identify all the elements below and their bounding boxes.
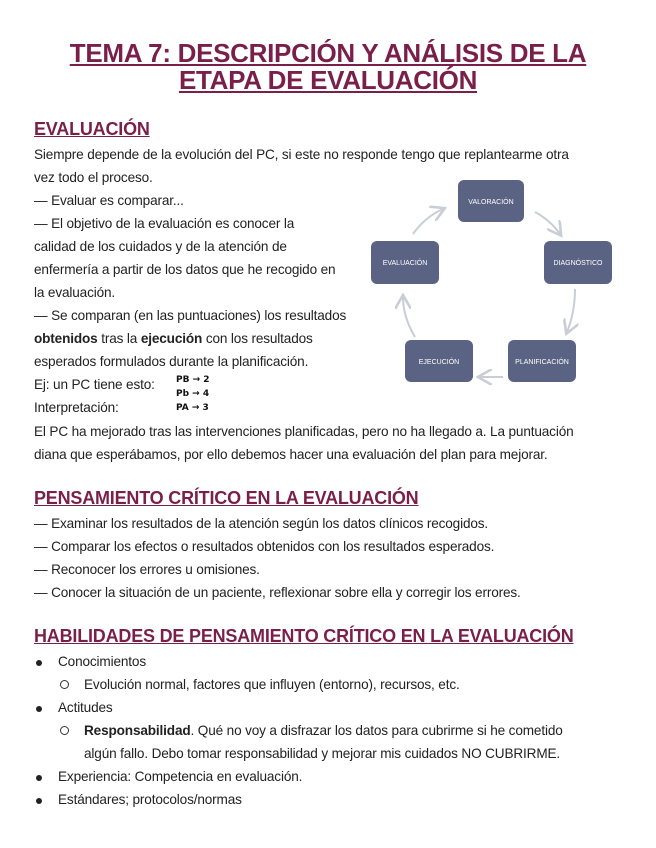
eval-line-8: — Se comparan (en las puntuaciones) los resultados	[34, 308, 347, 323]
node-valoracion-label: VALORACIÓN	[468, 199, 514, 206]
habilidad-actitudes-detail	[84, 719, 563, 742]
heading-habilidades: HABILIDADES DE PENSAMIENTO CRÍTICO EN LA EVALUACIÓN	[34, 626, 574, 646]
arrow-evaluacion-valoracion	[413, 209, 443, 234]
sub-bullet-circle	[60, 726, 69, 735]
node-diagnostico	[544, 241, 612, 284]
handwritten-note-2: Pb → 4	[176, 389, 210, 399]
eval-line-1: Siempre depende de la evolución del PC, si este no responde tengo que replantearme otra	[34, 147, 569, 162]
node-planificacion	[508, 340, 576, 382]
habilidad-experiencia: Experiencia: Competencia en evaluación.	[58, 769, 303, 784]
eval-line-14: diana que esperábamos, por ello debemos hacer una evaluación del plan para mejorar.	[34, 447, 548, 462]
habilidad-conocimientos: Conocimientos	[58, 654, 146, 669]
eval-line-3: — Evaluar es comparar...	[34, 193, 184, 208]
habilidad-conocimientos-detail: Evolución normal, factores que influyen (entorno), recursos, etc.	[84, 677, 460, 692]
pensamiento-item-1: — Examinar los resultados de la atención según los datos clínicos recogidos.	[34, 516, 489, 531]
eval-line-4: — El objetivo de la evaluación es conocer la	[34, 216, 295, 231]
eval-line-13: El PC ha mejorado tras las intervenciones planificadas, pero no ha llegado a. La puntuación	[34, 424, 574, 439]
bullet-dot	[36, 775, 42, 781]
eval-line-9-end: con los resultados	[202, 331, 313, 346]
arrow-ejecucion-evaluacion	[403, 297, 415, 337]
bullet-dot	[36, 798, 42, 804]
eval-line-12: Interpretación:	[34, 400, 119, 415]
heading-evaluacion: EVALUACIÓN	[34, 119, 150, 139]
arrow-diagnostico-planificacion	[567, 289, 575, 332]
nursing-process-cycle-diagram	[365, 172, 625, 388]
node-evaluacion	[371, 241, 439, 284]
node-diagnostico-label: DIAGNÓSTICO	[553, 260, 603, 267]
eval-line-10: esperados formulados durante la planificación.	[34, 354, 309, 369]
handwritten-note-3: PA → 3	[176, 403, 209, 413]
bullet-dot	[36, 660, 42, 666]
habilidad-actitudes: Actitudes	[58, 700, 113, 715]
eval-line-2: vez todo el proceso.	[34, 170, 153, 185]
eval-line-11: Ej: un PC tiene esto:	[34, 377, 155, 392]
bold-obtenidos: obtenidos	[34, 331, 98, 346]
habilidad-estandares: Estándares; protocolos/normas	[58, 792, 242, 807]
pensamiento-item-2: — Comparar los efectos o resultados obtenidos con los resultados esperados.	[34, 539, 495, 554]
page-title	[0, 40, 656, 94]
title-line-2: ETAPA DE EVALUACIÓN	[178, 65, 478, 95]
node-evaluacion-label: EVALUACIÓN	[382, 260, 428, 267]
bold-responsabilidad: Responsabilidad	[84, 723, 191, 738]
pensamiento-item-3: — Reconocer los errores u omisiones.	[34, 562, 260, 577]
actitudes-detail-rest: . Qué no voy a disfrazar los datos para cubrirme si he cometido	[190, 723, 563, 738]
eval-line-9	[34, 327, 313, 350]
pensamiento-item-4: — Conocer la situación de un paciente, reflexionar sobre ella y corregir los errores.	[34, 585, 521, 600]
bold-ejecucion: ejecución	[140, 331, 203, 346]
bullet-dot	[36, 706, 42, 712]
node-planificacion-label: PLANIFICACIÓN	[515, 359, 569, 366]
heading-pensamiento: PENSAMIENTO CRÍTICO EN LA EVALUACIÓN	[34, 488, 419, 508]
eval-line-5: calidad de los cuidados y de la atención de	[34, 239, 287, 254]
node-ejecucion	[405, 340, 473, 382]
eval-line-6: enfermería a partir de los datos que he recogido en	[34, 262, 336, 277]
node-valoracion	[458, 180, 524, 222]
sub-bullet-circle	[60, 680, 69, 689]
title-line-1: TEMA 7: DESCRIPCIÓN Y ANÁLISIS DE LA	[69, 38, 587, 68]
arrow-valoracion-diagnostico	[535, 212, 560, 234]
eval-line-9-mid: tras la	[97, 331, 141, 346]
eval-line-7: la evaluación.	[34, 285, 116, 300]
handwritten-note-1: PB → 2	[176, 375, 210, 385]
habilidad-actitudes-detail-2: algún fallo. Debo tomar responsabilidad y mejorar mis cuidados NO CUBRIRME.	[84, 746, 561, 761]
node-ejecucion-label: EJECUCIÓN	[418, 359, 460, 366]
